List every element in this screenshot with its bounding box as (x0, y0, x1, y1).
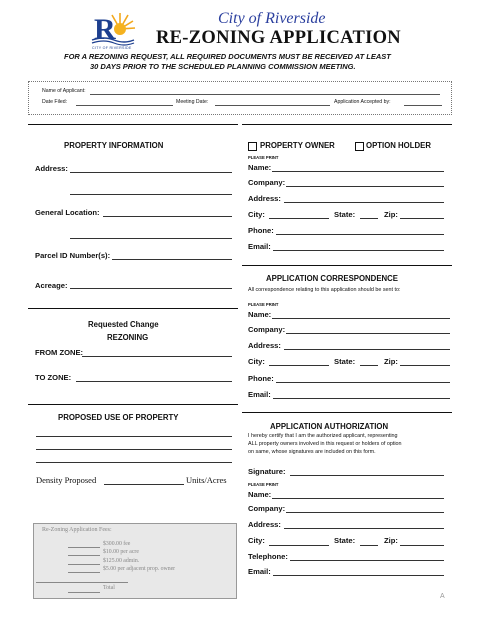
auth-please-print: PLEASE PRINT (248, 482, 279, 487)
signature-field[interactable] (290, 475, 444, 476)
fee-blank-2[interactable] (68, 555, 100, 556)
notice-line-2: 30 DAYS PRIOR TO THE SCHEDULED PLANNING COMMISSION MEETING. (90, 62, 356, 71)
proposed-use-field-3[interactable] (36, 462, 232, 463)
page-mark: A (440, 593, 445, 600)
corr-zip-field[interactable] (400, 365, 450, 366)
fee-item-3: $125.00 admin. (103, 558, 140, 564)
corr-address-field[interactable] (284, 349, 450, 350)
correspondence-heading: APPLICATION CORRESPONDENCE (266, 274, 398, 283)
to-zone-field[interactable] (76, 381, 232, 382)
address-label: Address: (35, 164, 68, 173)
address-field-1[interactable] (70, 172, 232, 173)
fee-item-4: $5.00 per adjacent prop. owner (103, 566, 176, 572)
notice-line-1: FOR A REZONING REQUEST, ALL REQUIRED DOCUMENTS MUST BE RECEIVED AT LEAST (64, 52, 391, 61)
option-holder-label: OPTION HOLDER (366, 141, 431, 150)
accepted-by-field[interactable] (404, 105, 442, 106)
fee-total-blank[interactable] (68, 592, 100, 593)
authorization-text-1: I hereby certify that I am the authorized applicant, representing (248, 433, 398, 439)
auth-city-field[interactable] (269, 545, 329, 546)
auth-city-label: City: (248, 536, 265, 545)
general-location-field-2[interactable] (70, 238, 232, 239)
owner-address-label: Address: (248, 194, 281, 203)
owner-name-label: Name: (248, 163, 272, 172)
corr-state-label: State: (334, 357, 356, 366)
signature-label: Signature: (248, 467, 286, 476)
owner-company-field[interactable] (286, 186, 444, 187)
property-owner-label: PROPERTY OWNER (260, 141, 335, 150)
corr-state-field[interactable] (360, 365, 378, 366)
corr-phone-field[interactable] (276, 382, 450, 383)
owner-email-field[interactable] (273, 250, 444, 251)
divider-authorization (242, 412, 452, 413)
logo-caption: CITY OF RIVERSIDE (92, 46, 132, 50)
auth-company-field[interactable] (286, 512, 444, 513)
general-location-field-1[interactable] (103, 216, 232, 217)
owner-city-field[interactable] (269, 218, 329, 219)
auth-zip-field[interactable] (400, 545, 444, 546)
date-filed-field[interactable] (76, 105, 173, 106)
auth-address-label: Address: (248, 520, 281, 529)
owner-state-label: State: (334, 210, 356, 219)
units-label: Units/Acres (186, 475, 227, 485)
auth-email-field[interactable] (273, 575, 444, 576)
proposed-use-heading: PROPOSED USE OF PROPERTY (58, 413, 179, 422)
owner-zip-label: Zip: (384, 210, 398, 219)
svg-text:R: R (94, 13, 116, 46)
corr-email-field[interactable] (273, 398, 450, 399)
corr-city-field[interactable] (269, 365, 329, 366)
admin-box (28, 81, 452, 115)
corr-company-field[interactable] (286, 333, 450, 334)
owner-zip-field[interactable] (400, 218, 444, 219)
auth-email-label: Email: (248, 567, 271, 576)
owner-state-field[interactable] (360, 218, 378, 219)
authorization-text-3: on same, whose signatures are included on this form. (248, 449, 376, 455)
city-logo (90, 9, 136, 49)
fee-item-2: $10.00 per acre (103, 549, 139, 555)
density-label: Density Proposed (36, 475, 97, 485)
owner-name-field[interactable] (272, 171, 444, 172)
acreage-label: Acreage: (35, 281, 68, 290)
correspondence-note: All correspondence relating to this application should be sent to: (248, 287, 401, 293)
divider-correspondence (242, 265, 452, 266)
proposed-use-field-2[interactable] (36, 449, 232, 450)
fee-blank-4[interactable] (68, 572, 100, 573)
auth-zip-label: Zip: (384, 536, 398, 545)
fee-blank-1[interactable] (68, 547, 100, 548)
fee-total-label: Total (103, 585, 115, 591)
fees-title: Re-Zoning Application Fees: (42, 527, 112, 533)
name-of-applicant-field[interactable] (90, 94, 440, 95)
address-field-2[interactable] (70, 194, 232, 195)
rezoning-heading: REZONING (107, 333, 149, 342)
general-location-label: General Location: (35, 208, 100, 217)
date-filed-label: Date Filed: (42, 99, 68, 105)
authorization-heading: APPLICATION AUTHORIZATION (270, 422, 389, 431)
authorization-text-2: ALL property owners involved in this request or holders of option (248, 441, 402, 447)
property-info-heading: PROPERTY INFORMATION (64, 141, 164, 150)
page-title: RE-ZONING APPLICATION (156, 28, 401, 48)
option-holder-checkbox[interactable] (355, 142, 364, 151)
accepted-by-label: Application Accepted by: (334, 99, 391, 105)
corr-company-label: Company: (248, 325, 286, 334)
corr-phone-label: Phone: (248, 374, 274, 383)
auth-name-field[interactable] (272, 498, 444, 499)
auth-telephone-field[interactable] (290, 560, 444, 561)
parcel-id-label: Parcel ID Number(s): (35, 251, 111, 260)
divider-top-left (28, 124, 238, 125)
auth-state-label: State: (334, 536, 356, 545)
corr-city-label: City: (248, 357, 265, 366)
divider-top-right (242, 124, 452, 125)
fee-sum-line (36, 582, 128, 583)
city-name: City of Riverside (218, 10, 326, 27)
from-zone-field[interactable] (82, 356, 232, 357)
corr-email-label: Email: (248, 390, 271, 399)
auth-state-field[interactable] (360, 545, 378, 546)
density-field[interactable] (104, 484, 184, 485)
owner-please-print: PLEASE PRINT (248, 155, 279, 160)
meeting-date-label: Meeting Date: (176, 99, 209, 105)
acreage-field[interactable] (70, 288, 232, 289)
fee-item-1: $300.00 fee (103, 541, 131, 547)
owner-phone-field[interactable] (276, 234, 444, 235)
owner-city-label: City: (248, 210, 265, 219)
corr-please-print: PLEASE PRINT (248, 302, 279, 307)
auth-company-label: Company: (248, 504, 286, 513)
auth-address-field[interactable] (284, 528, 444, 529)
owner-phone-label: Phone: (248, 226, 274, 235)
divider-proposed (28, 404, 238, 405)
auth-telephone-label: Telephone: (248, 552, 288, 561)
proposed-use-field-1[interactable] (36, 436, 232, 437)
owner-email-label: Email: (248, 242, 271, 251)
to-zone-label: TO ZONE: (35, 373, 72, 382)
requested-change-heading: Requested Change (88, 320, 159, 329)
corr-name-field[interactable] (272, 318, 450, 319)
corr-address-label: Address: (248, 341, 281, 350)
auth-name-label: Name: (248, 490, 272, 499)
divider-mid-left (28, 308, 238, 309)
meeting-date-field[interactable] (215, 105, 330, 106)
property-owner-checkbox[interactable] (248, 142, 257, 151)
owner-address-field[interactable] (284, 202, 444, 203)
from-zone-label: FROM ZONE: (35, 348, 84, 357)
fee-blank-3[interactable] (68, 564, 100, 565)
corr-name-label: Name: (248, 310, 272, 319)
name-of-applicant-label: Name of Applicant: (42, 88, 86, 94)
parcel-id-field[interactable] (112, 259, 232, 260)
corr-zip-label: Zip: (384, 357, 398, 366)
owner-company-label: Company: (248, 178, 286, 187)
